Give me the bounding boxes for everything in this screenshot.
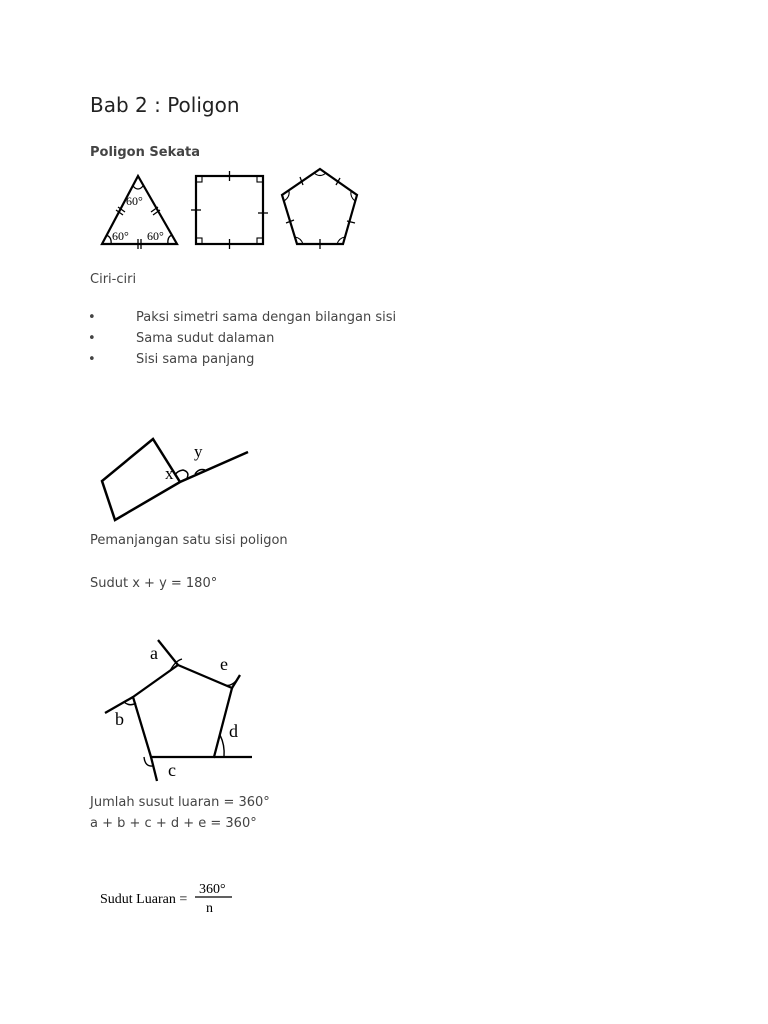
regular-polygons-figure [95,165,365,250]
triangle-angle-right: 60° [147,229,164,243]
exterior-sum-equation: a + b + c + d + e = 360° [90,816,257,831]
equilateral-triangle [102,176,177,249]
page-title: Bab 2 : Poligon [90,93,240,117]
extended-side-figure [95,430,255,530]
angle-x-label: x [165,464,174,483]
supplementary-equation: Sudut x + y = 180° [90,576,218,591]
bullet-text: Sisi sama panjang [136,352,255,367]
ciri-ciri-label: Ciri-ciri [90,272,137,287]
angle-c-label: c [168,760,176,780]
bullet-point: • [88,352,96,367]
bullet-point: • [88,331,96,346]
triangle-angle-left: 60° [112,229,129,243]
bullet-point: • [88,310,96,325]
exterior-sum-text: Jumlah susut luaran = 360° [90,795,270,810]
triangle-angle-top: 60° [126,194,143,208]
formula-denominator: n [206,901,213,916]
section-heading: Poligon Sekata [90,145,200,160]
bullet-text: Sama sudut dalaman [136,331,275,346]
angle-e-label: e [220,654,228,674]
formula-numerator: 360° [199,882,226,897]
angle-d-label: d [229,721,238,741]
formula-lhs: Sudut Luaran = [100,892,188,907]
bullet-text: Paksi simetri sama dengan bilangan sisi [136,310,397,325]
exterior-angles-figure [100,635,260,785]
angle-y-label: y [194,442,203,461]
extension-caption: Pemanjangan satu sisi poligon [90,533,288,548]
regular-pentagon [282,169,357,249]
angle-b-label: b [115,709,124,729]
exterior-angle-formula [98,878,248,918]
square [191,171,268,249]
angle-a-label: a [150,643,158,663]
